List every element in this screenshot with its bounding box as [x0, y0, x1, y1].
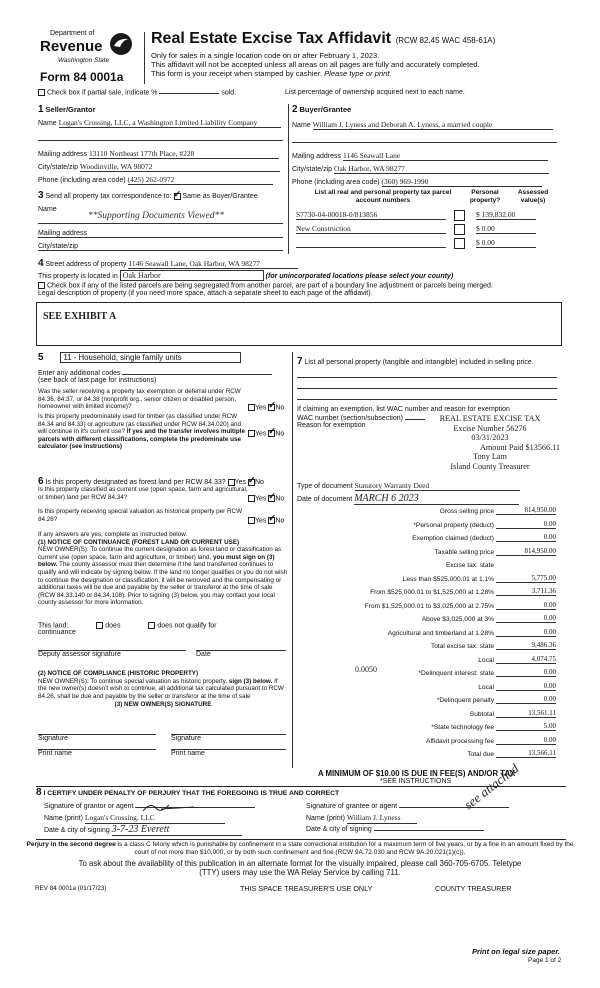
header-line1: Only for sales in a single location code on or after February 1, 2023. — [151, 51, 380, 60]
parcel-row: $ 0.00 — [296, 238, 566, 250]
grantee-see-attached: see attached — [461, 760, 522, 813]
land-use-select[interactable]: 11 - Household, single family units — [60, 352, 241, 363]
location-select[interactable]: Oak Harbor — [120, 270, 264, 281]
seller-city: Woodinville, WA 98072 — [80, 162, 280, 172]
calc-label: Exemption claimed (deduct) — [412, 535, 494, 542]
calc-label: *Delinquent penalty — [436, 697, 494, 704]
historic-yes[interactable] — [248, 517, 255, 524]
parcel-col-header: List all real and personal property tax parcel account numbers — [314, 189, 452, 204]
calc-label: *Personal property (deduct) — [413, 521, 494, 529]
wa-logo-icon — [108, 32, 134, 56]
calc-value: 0.00 — [496, 695, 556, 704]
calc-value: 814,950.00 — [496, 506, 556, 515]
calc-label: *Delinquent interest: state — [418, 670, 494, 677]
calc-label: Gross selling price — [439, 508, 494, 515]
see-instructions: *SEE INSTRUCTIONS — [380, 778, 452, 785]
property-street: 1146 Seawall Lane, Oak Harbor, WA 98277 — [128, 259, 298, 269]
segregation-checkbox[interactable] — [38, 282, 45, 289]
calc-value: 13,561.11 — [496, 709, 556, 718]
does-qualify-checkbox[interactable] — [96, 622, 103, 629]
header-line2: This affidavit will not be accepted unless all areas on all pages are fully and accurately completed. — [151, 60, 480, 69]
calc-label: Affidavit processing fee — [425, 737, 494, 745]
forest-no[interactable] — [248, 479, 255, 486]
current-use-yes[interactable] — [248, 495, 255, 502]
legal-paper-note: Print on legal size paper. — [472, 947, 560, 956]
seller-heading: Seller/Grantor — [45, 105, 96, 114]
partial-sale-checkbox[interactable] — [38, 89, 45, 96]
grantor-name: Logan's Crossing, LLC — [85, 812, 225, 824]
buyer-phone: (360) 969-1990 — [382, 177, 542, 187]
calc-label: Above $3,025,000 at 3% — [421, 616, 494, 623]
header-line3: This form is your receipt when stamped by cashier. Please type or print. — [151, 69, 392, 78]
calc-value: 9,486.36 — [496, 641, 556, 650]
calc-value: 0.00 — [496, 628, 556, 637]
timber-question: Is this property predominately used for timber (as classified under RCW 84.34 and 84.33) or agriculture (as classified under RCW 84.34.020) and will continue in it's current use? — [38, 413, 242, 436]
calc-label: *State technology fee — [431, 724, 494, 731]
grantee-name: William J. Lyness — [347, 812, 417, 824]
calc-value: 0.00 — [496, 736, 556, 745]
grantor-date-city: 3-7-23 Everett — [112, 824, 242, 836]
personal-col-header: Personal property? — [469, 189, 501, 204]
calc-value: 13,566.11 — [496, 749, 556, 758]
local-rate: 0.0050 — [355, 665, 377, 674]
calc-label: Agricultural and timberland at 1.28% — [387, 629, 494, 637]
calc-label: Excise tax: state — [445, 562, 494, 569]
grantor-signature — [135, 807, 255, 808]
dept-line3: Washington State — [58, 57, 110, 64]
parcel-row: New Construction $ 0.00 — [296, 224, 566, 236]
county-treasurer: COUNTY TREASURER — [435, 884, 512, 893]
calc-value: 0.00 — [496, 668, 556, 677]
timber-no[interactable] — [268, 430, 275, 437]
exemption-question: Was the seller receiving a property tax exemption or deferral under RCW 84.36, 84.37, or 84.38 (nonprofit org., senior citizen or disabled person, homeowner with limited income)? — [38, 388, 241, 411]
alt-format-note: To ask about the availability of this publication in an alternate format for the visually impaired, please call 360-705-6705. Teletype — [78, 859, 522, 868]
calc-label: Local — [478, 683, 494, 691]
ownership-note: List percentage of ownership acquired next to each name. — [285, 89, 465, 96]
dor-logo — [40, 30, 132, 70]
exemption-no[interactable] — [268, 404, 275, 411]
seller-phone: (425) 262-0972 — [128, 175, 273, 185]
buyer-heading: Buyer/Grantee — [299, 105, 352, 114]
calc-label: Taxable selling price — [434, 548, 494, 556]
same-as-buyer-checkbox[interactable] — [174, 193, 181, 200]
partial-label: Check box if partial sale, indicate % — [46, 89, 158, 97]
legal-label: Legal description of property (if you need more space, attach a separate sheet to each page of the affidavit). — [38, 290, 373, 298]
page-number: Page 1 of 2 — [528, 957, 562, 964]
calc-value: 0.00 — [496, 601, 556, 610]
perjury-label: Perjury in the second degree — [26, 841, 116, 848]
calc-value: 5,775.00 — [496, 574, 556, 583]
does-not-qualify-checkbox[interactable] — [148, 622, 155, 629]
assessed-col-header: Assessed value(s) — [517, 189, 549, 204]
dept-line1: Department of — [50, 30, 95, 37]
calc-value: 0.00 — [496, 682, 556, 691]
form-number: Form 84 0001a — [40, 70, 124, 84]
page-title: Real Estate Excise Tax Affidavit (RCW 82.45 WAC 458-61A) — [151, 30, 496, 47]
calc-label: Local — [478, 656, 494, 664]
treasurer-receipt-stamp: REAL ESTATE EXCISE TAX Excise Number 56276 03/31/2023 Amount Paid $13566.11 Tony Lam Island County Treasurer — [439, 414, 560, 471]
calc-label: Total excise tax: state — [430, 643, 494, 650]
parcel-row: S7730-04-00018-0/813856 $ 139,832.00 — [296, 210, 566, 222]
historic-no[interactable] — [268, 517, 275, 524]
minimum-due-note: A MINIMUM OF $10.00 IS DUE IN FEE(S) AND/OR TAX — [318, 769, 516, 778]
document-date: MARCH 6 2023 — [354, 493, 519, 505]
dept-line2: Revenue — [40, 38, 103, 55]
personal-property-text: List all personal property (tangible and intangible) included in selling price. — [304, 359, 534, 366]
buyer-name: William J. Lyness and Deborah A. Lyness, a married couple — [313, 120, 553, 130]
calc-label: Subtotal — [469, 710, 494, 718]
calc-value: 4,074.75 — [496, 655, 556, 664]
calc-label: From $1,525,000.01 to $3,025,000 at 2.75% — [364, 602, 494, 610]
treasurer-use-only: THIS SPACE TREASURER'S USE ONLY — [240, 884, 373, 893]
certify-heading: I CERTIFY UNDER PENALTY OF PERJURY THAT THE FOREGOING IS TRUE AND CORRECT — [43, 790, 340, 797]
current-use-no[interactable] — [268, 495, 275, 502]
calc-value: 814,950.00 — [496, 547, 556, 556]
seller-mail: 13110 Northeast 177th Place, #228 — [89, 149, 279, 159]
buyer-mail: 1146 Seawall Lane — [343, 151, 548, 161]
calc-label: Less than $525,000.01 at 1.1% — [402, 575, 494, 583]
calc-value: 3,711.36 — [496, 587, 556, 596]
seller-name: Logan's Crossing, LLC, a Washington Limited Liability Company — [59, 118, 281, 128]
supporting-docs-stamp: **Supporting Documents Viewed** — [88, 211, 224, 221]
calc-label: From $525,000.01 to $1,525,000 at 1.28% — [370, 589, 494, 596]
buyer-city: Oak Harbor, WA 98277 — [334, 164, 549, 174]
calc-value: 5.00 — [496, 722, 556, 731]
exemption-yes[interactable] — [248, 404, 255, 411]
timber-yes[interactable] — [248, 430, 255, 437]
rev-number: REV 84 0001a (01/17/23) — [35, 885, 107, 892]
calc-value: 0.00 — [496, 520, 556, 529]
document-type: Statutory Warranty Deed — [355, 481, 520, 491]
calc-value: 0.00 — [496, 614, 556, 623]
forest-yes[interactable] — [228, 479, 235, 486]
legal-description-box: SEE EXHIBIT A — [36, 302, 562, 346]
calc-label: Total due — [467, 751, 494, 758]
calc-value: 0.00 — [496, 533, 556, 542]
